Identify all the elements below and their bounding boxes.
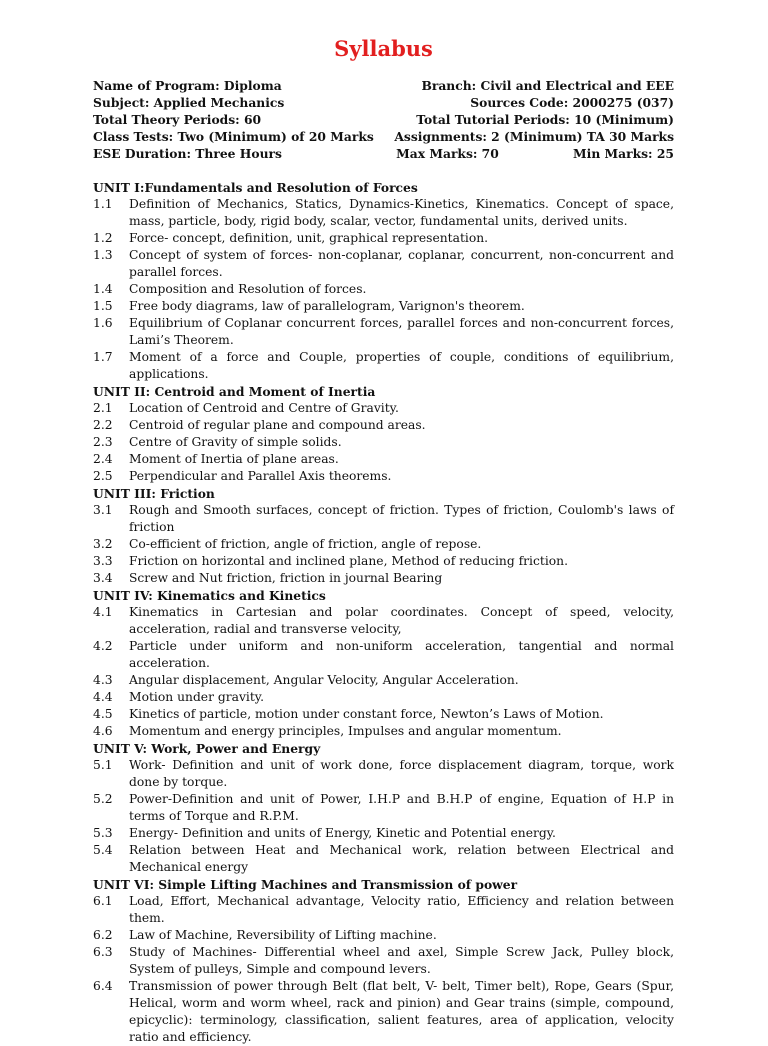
- header-row: [93, 111, 674, 128]
- item-text: Moment of Inertia of plane areas.: [129, 452, 339, 466]
- item-text: Perpendicular and Parallel Axis theorems.: [129, 469, 392, 483]
- unit-section: [93, 587, 674, 740]
- min-marks: Min Marks: 25: [573, 146, 674, 161]
- item-number: 4.6: [93, 724, 113, 738]
- list-item: [93, 417, 674, 434]
- item-text: Definition of Mechanics, Statics, Dynamics-Kinetics, Kinematics. Concept of space, mass, particle, body, rigid body, scalar, vector, fundamental units, derived units.: [129, 197, 674, 228]
- list-item: [93, 502, 674, 536]
- item-number: 5.4: [93, 843, 113, 857]
- list-item: [93, 349, 674, 383]
- list-item: [93, 570, 674, 587]
- header-row: [93, 94, 674, 111]
- item-text: Relation between Heat and Mechanical work, relation between Electrical and Mechanical energy: [129, 843, 674, 874]
- item-number: 3.4: [93, 571, 113, 585]
- item-number: 1.7: [93, 350, 113, 364]
- list-item: [93, 978, 674, 1046]
- units-list: [93, 179, 674, 1046]
- item-number: 5.2: [93, 792, 113, 806]
- unit-title: UNIT III: Friction: [93, 486, 215, 501]
- item-number: 2.1: [93, 401, 113, 415]
- header-row: [93, 145, 674, 162]
- list-item: [93, 944, 674, 978]
- item-number: 2.3: [93, 435, 113, 449]
- list-item: [93, 638, 674, 672]
- list-item: [93, 196, 674, 230]
- item-number: 2.4: [93, 452, 113, 466]
- list-item: [93, 315, 674, 349]
- item-number: 3.1: [93, 503, 113, 517]
- list-item: [93, 400, 674, 417]
- list-item: [93, 842, 674, 876]
- list-item: [93, 791, 674, 825]
- item-number: 4.5: [93, 707, 113, 721]
- item-text: Centroid of regular plane and compound areas.: [129, 418, 426, 432]
- item-number: 6.1: [93, 894, 113, 908]
- item-text: Kinematics in Cartesian and polar coordinates. Concept of speed, velocity, acceleration, radial and transverse velocity,: [129, 605, 674, 636]
- unit-section: [93, 485, 674, 587]
- item-text: Centre of Gravity of simple solids.: [129, 435, 342, 449]
- item-number: 4.2: [93, 639, 113, 653]
- list-item: [93, 298, 674, 315]
- item-text: Load, Effort, Mechanical advantage, Velocity ratio, Efficiency and relation between them.: [129, 894, 674, 925]
- tutorial-periods: Total Tutorial Periods: 10 (Minimum): [416, 112, 674, 127]
- item-text: Rough and Smooth surfaces, concept of friction. Types of friction, Coulomb's laws of friction: [129, 503, 674, 534]
- item-number: 4.4: [93, 690, 113, 704]
- list-item: [93, 247, 674, 281]
- list-item: [93, 672, 674, 689]
- item-text: Composition and Resolution of forces.: [129, 282, 367, 296]
- item-number: 1.1: [93, 197, 113, 211]
- item-text: Location of Centroid and Centre of Gravity.: [129, 401, 399, 415]
- unit-section: [93, 876, 674, 1046]
- item-number: 1.3: [93, 248, 113, 262]
- item-number: 6.3: [93, 945, 113, 959]
- item-text: Screw and Nut friction, friction in journal Bearing: [129, 571, 443, 585]
- item-text: Co-efficient of friction, angle of friction, angle of repose.: [129, 537, 482, 551]
- item-text: Transmission of power through Belt (flat belt, V- belt, Timer belt), Rope, Gears (Spur, Helical, worm and worm wheel, rack and pinion) and Gear trains (simple, compound, epicyclic): terminology, classification, salient features, area of application, velocity ratio and efficiency.: [129, 979, 674, 1044]
- class-tests: Class Tests: Two (Minimum) of 20 Marks: [93, 129, 374, 144]
- item-number: 1.2: [93, 231, 113, 245]
- list-item: [93, 468, 674, 485]
- item-number: 5.1: [93, 758, 113, 772]
- theory-periods: Total Theory Periods: 60: [93, 112, 262, 127]
- unit-title: UNIT IV: Kinematics and Kinetics: [93, 588, 326, 603]
- item-text: Friction on horizontal and inclined plane, Method of reducing friction.: [129, 554, 568, 568]
- item-text: Free body diagrams, law of parallelogram, Varignon's theorem.: [129, 299, 525, 313]
- item-text: Law of Machine, Reversibility of Lifting machine.: [129, 928, 437, 942]
- unit-title: UNIT II: Centroid and Moment of Inertia: [93, 384, 376, 399]
- branch: Branch: Civil and Electrical and EEE: [421, 78, 674, 93]
- unit-title: UNIT I:Fundamentals and Resolution of Forces: [93, 180, 418, 195]
- list-item: [93, 281, 674, 298]
- item-number: 6.4: [93, 979, 113, 993]
- max-marks: Max Marks: 70: [396, 146, 499, 161]
- item-text: Moment of a force and Couple, properties of couple, conditions of equilibrium, applications.: [129, 350, 674, 381]
- item-number: 2.5: [93, 469, 113, 483]
- list-item: [93, 553, 674, 570]
- ese-duration: ESE Duration: Three Hours: [93, 146, 282, 161]
- program-name: Name of Program: Diploma: [93, 78, 282, 93]
- item-number: 5.3: [93, 826, 113, 840]
- unit-section: [93, 383, 674, 485]
- unit-section: [93, 740, 674, 876]
- list-item: [93, 604, 674, 638]
- item-text: Study of Machines- Differential wheel and axel, Simple Screw Jack, Pulley block, System of pulleys, Simple and compound levers.: [129, 945, 674, 976]
- list-item: [93, 825, 674, 842]
- unit-title: UNIT VI: Simple Lifting Machines and Transmission of power: [93, 877, 518, 892]
- list-item: [93, 706, 674, 723]
- unit-title: UNIT V: Work, Power and Energy: [93, 741, 321, 756]
- item-number: 2.2: [93, 418, 113, 432]
- item-number: 3.2: [93, 537, 113, 551]
- item-text: Work- Definition and unit of work done, force displacement diagram, torque, work done by torque.: [129, 758, 674, 789]
- subject: Subject: Applied Mechanics: [93, 95, 285, 110]
- list-item: [93, 434, 674, 451]
- list-item: [93, 723, 674, 740]
- program-header: [93, 77, 674, 162]
- list-item: [93, 536, 674, 553]
- item-number: 1.6: [93, 316, 113, 330]
- assignments: Assignments: 2 (Minimum) TA 30 Marks: [394, 129, 674, 144]
- item-text: Motion under gravity.: [129, 690, 265, 704]
- syllabus-page: [93, 36, 674, 1046]
- item-number: 1.4: [93, 282, 113, 296]
- item-text: Momentum and energy principles, Impulses and angular momentum.: [129, 724, 562, 738]
- item-text: Particle under uniform and non-uniform acceleration, tangential and normal acceleration.: [129, 639, 674, 670]
- list-item: [93, 893, 674, 927]
- item-number: 3.3: [93, 554, 113, 568]
- list-item: [93, 927, 674, 944]
- header-row: [93, 77, 674, 94]
- item-number: 1.5: [93, 299, 113, 313]
- spacer: [93, 162, 674, 179]
- item-text: Equilibrium of Coplanar concurrent forces, parallel forces and non-concurrent forces, Lami’s Theorem.: [129, 316, 674, 347]
- list-item: [93, 451, 674, 468]
- item-text: Power-Definition and unit of Power, I.H.P and B.H.P of engine, Equation of H.P in terms of Torque and R.P.M.: [129, 792, 674, 823]
- item-number: 6.2: [93, 928, 113, 942]
- list-item: [93, 230, 674, 247]
- item-number: 4.1: [93, 605, 113, 619]
- page-title: Syllabus: [334, 36, 433, 61]
- item-text: Kinetics of particle, motion under constant force, Newton’s Laws of Motion.: [129, 707, 604, 721]
- item-text: Energy- Definition and units of Energy, Kinetic and Potential energy.: [129, 826, 556, 840]
- sources-code: Sources Code: 2000275 (037): [470, 95, 674, 110]
- unit-section: [93, 179, 674, 383]
- item-number: 4.3: [93, 673, 113, 687]
- list-item: [93, 689, 674, 706]
- item-text: Concept of system of forces- non-coplanar, coplanar, concurrent, non-concurrent and parallel forces.: [129, 248, 674, 279]
- list-item: [93, 757, 674, 791]
- item-text: Angular displacement, Angular Velocity, Angular Acceleration.: [129, 673, 519, 687]
- item-text: Force- concept, definition, unit, graphical representation.: [129, 231, 489, 245]
- header-row: [93, 128, 674, 145]
